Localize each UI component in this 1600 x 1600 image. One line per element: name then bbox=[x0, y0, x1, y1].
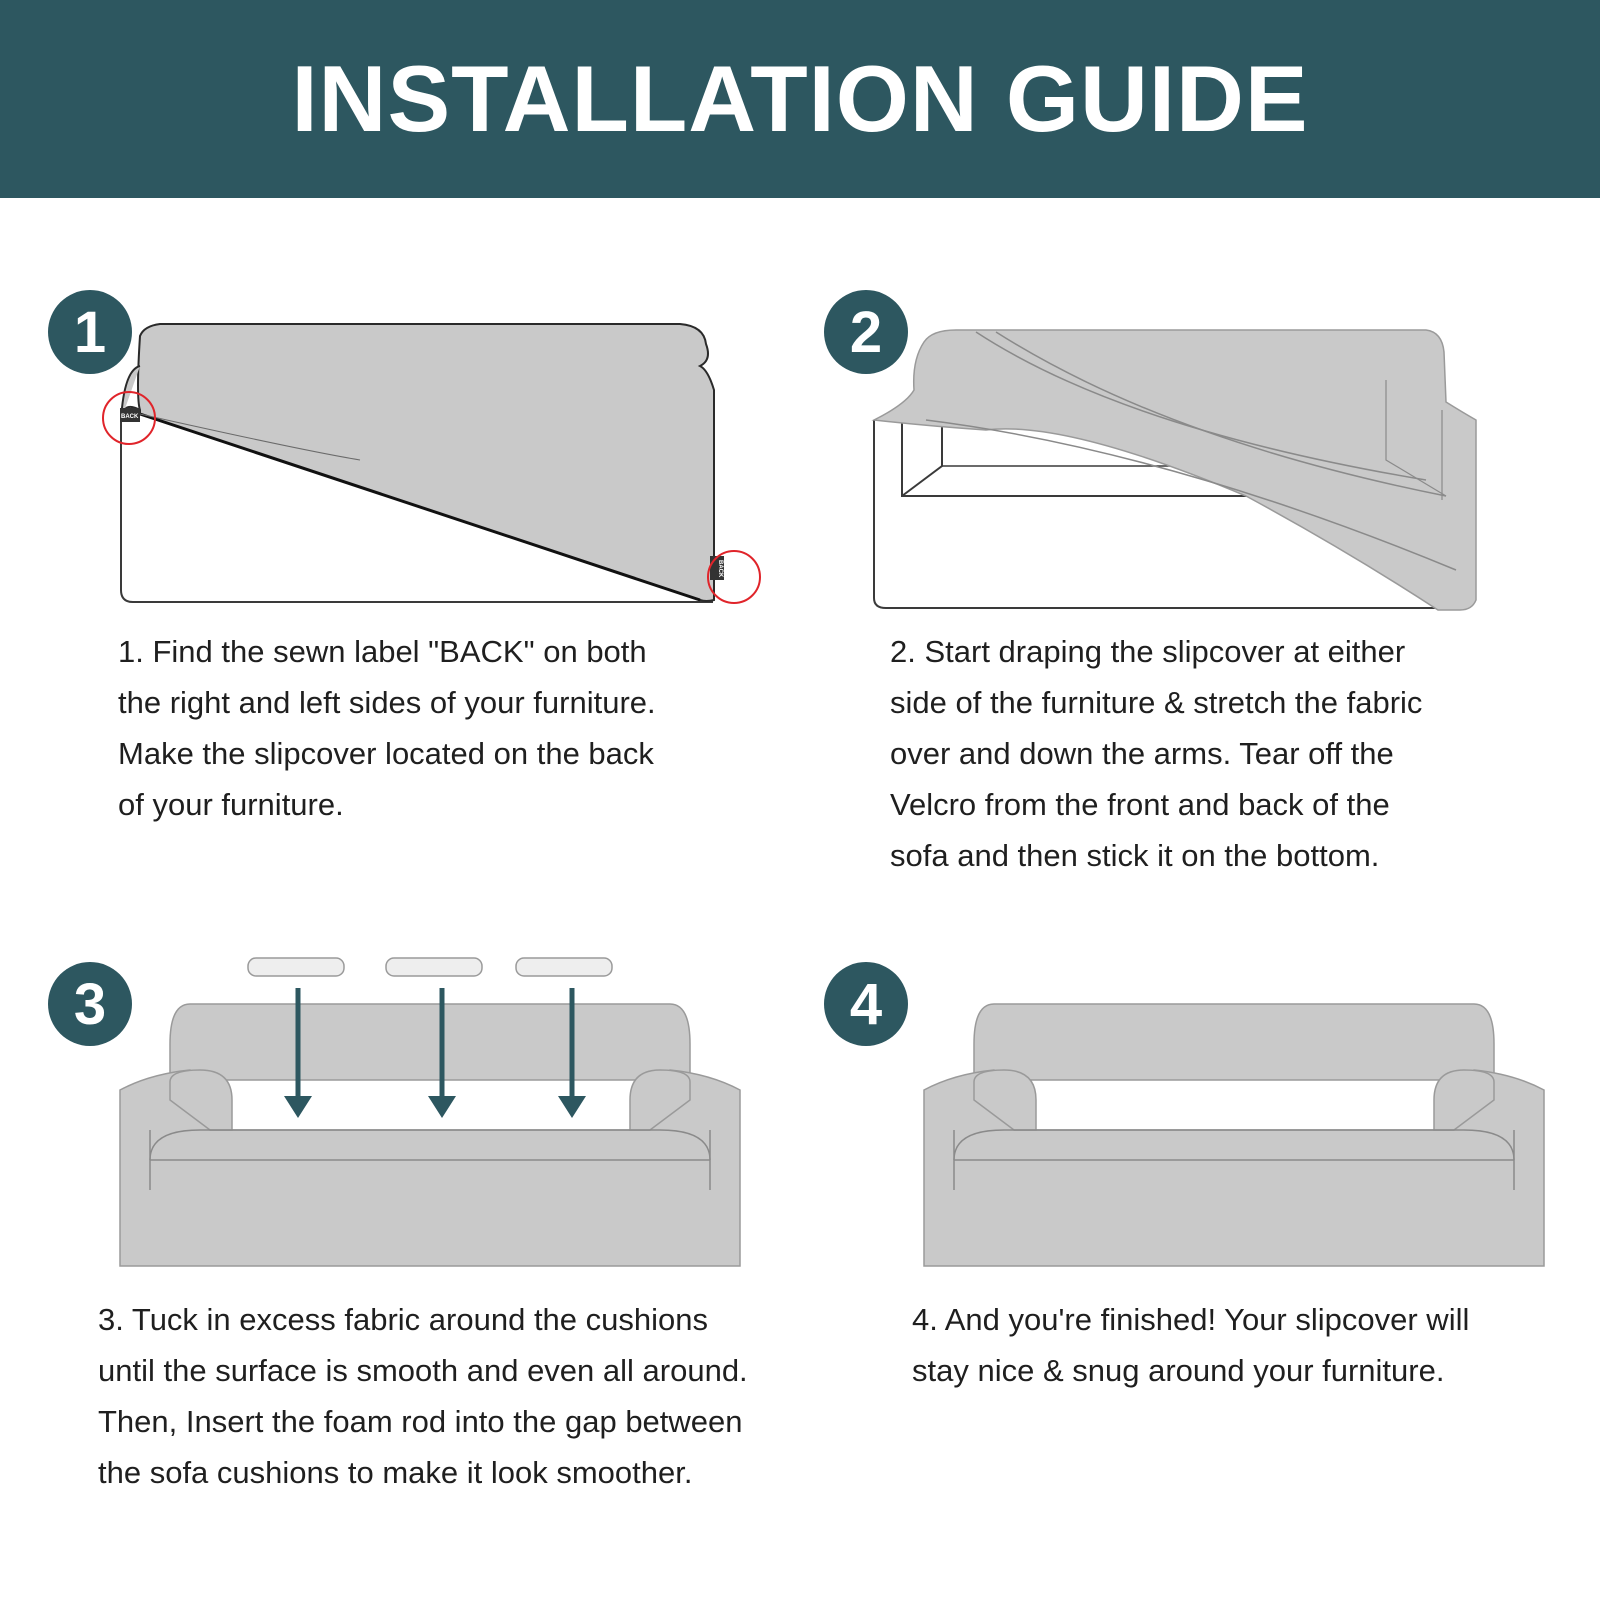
step-2-number: 2 bbox=[849, 299, 883, 365]
step-3-number: 3 bbox=[73, 971, 107, 1037]
foam-rod-2 bbox=[386, 958, 482, 976]
step-3-illustration bbox=[110, 950, 750, 1270]
title-banner bbox=[0, 0, 1600, 198]
back-label-right bbox=[710, 556, 724, 580]
back-label-left-text: BACK bbox=[121, 414, 139, 420]
foam-rods bbox=[248, 958, 612, 976]
foam-rod-3 bbox=[516, 958, 612, 976]
back-label-right-text: BACK bbox=[717, 560, 723, 578]
step-4-description: 4. And you're finished! Your slipcover will stay nice & snug around your furniture. bbox=[912, 1302, 1470, 1388]
back-label-left bbox=[120, 408, 140, 422]
sofa-finished bbox=[924, 1004, 1544, 1266]
step-1-description: 1. Find the sewn label "BACK" on both the right and left sides of your furniture. Make the slipcover located on the back of your furniture. bbox=[118, 634, 656, 822]
sofa-covered bbox=[120, 1004, 740, 1266]
step-2-description: 2. Start draping the slipcover at either side of the furniture & stretch the fabric over and down the arms. Tear off the Velcro from the front and back of the sofa and then stick it on the bottom. bbox=[890, 634, 1423, 873]
step-3-description: 3. Tuck in excess fabric around the cushions until the surface is smooth and even all around. Then, Insert the foam rod into the gap between the sofa cushions to make it look smoother. bbox=[98, 1302, 748, 1490]
foam-rod-1 bbox=[248, 958, 344, 976]
step-4-number-badge bbox=[824, 962, 908, 1046]
step-4-illustration bbox=[914, 994, 1554, 1270]
page-title: INSTALLATION GUIDE bbox=[291, 46, 1309, 151]
step-4-number: 4 bbox=[849, 971, 883, 1037]
step-1-number: 1 bbox=[73, 299, 107, 365]
step-1-illustration bbox=[100, 310, 770, 620]
step-2-illustration bbox=[866, 320, 1506, 620]
